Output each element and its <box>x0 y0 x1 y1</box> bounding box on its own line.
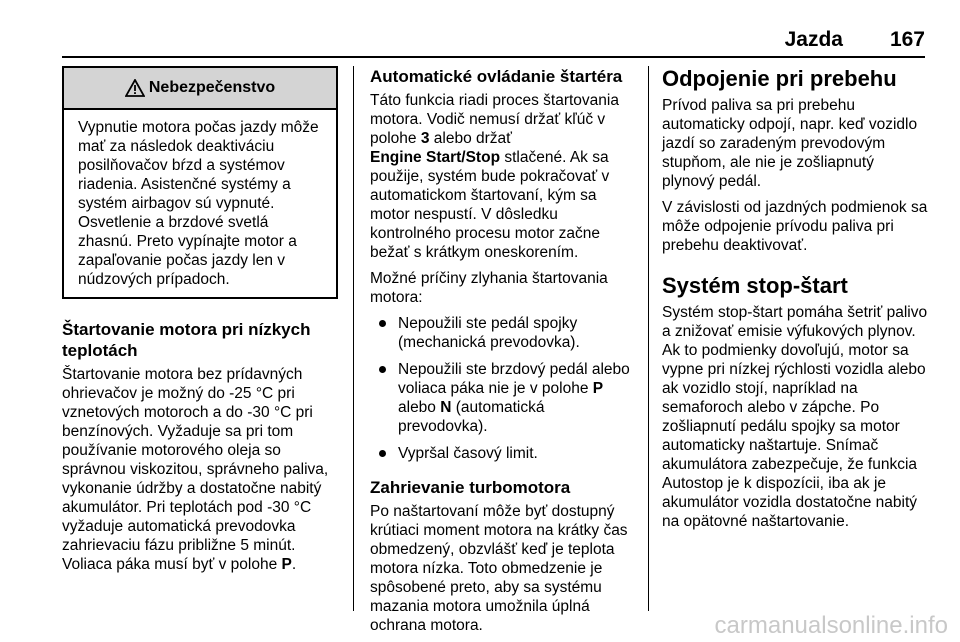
cold-start-text: Štartovanie motora bez prídavných ohrievačov je možný do -25 °C pri vznetových motoroch a do -30 °C pri benzínových. Vyžaduje sa pri tom používanie motorového oleja so správnou viskozitou, správneho paliva, vykonanie údržby a dostatočne nabitý akumulátor. Pri teplotách pod -30 °C vyžaduje automatická prevodovka zahrievaciu fázu približne 5 minút. Voliaca páka musí byť v polohe P. <box>62 366 329 573</box>
warning-title: Nebezpečenstvo <box>148 79 276 96</box>
watermark: carmanualsonline.info <box>714 612 948 639</box>
fuel-cutoff-heading: Odpojenie pri prebehu <box>662 66 897 91</box>
list-item: Vypršal časový limit. <box>370 444 636 463</box>
bullet-icon <box>379 366 386 373</box>
column-divider <box>353 66 354 611</box>
stop-start-text: Systém stop-štart pomáha šetriť palivo a znižovať emisie výfukových plynov. Ak to podmienky dovoľujú, motor sa vypne pri nízkej rýchlosti vozidla alebo ak vozidlo stojí, napríklad na semaforoch alebo v zápche. Po zošliapnutí pedálu spojky sa motor automaticky naštartuje. Snímač akumulátora zabezpečuje, že funkcia Autostop je k dispozícii, iba ak je akumulátor vozidla dostatočne nabitý na opätovné naštartovanie. <box>662 304 928 530</box>
fuel-cutoff-text-1: Prívod paliva sa pri prebehu automaticky odpojí, napr. keď vozidlo jazdí so zaradeným prevodovým stupňom, ale nie je zošliapnutý plynový pedál. <box>662 97 918 190</box>
turbo-text: Po naštartovaní môže byť dostupný krútiaci moment motora na krátky čas obmedzený, obzvlášť keď je teplota motora nízka. Toto obmedzenie je spôsobené preto, aby sa systému mazania motora umožnila úplná ochrana motora. <box>370 503 628 634</box>
column-left <box>62 66 338 581</box>
warning-body <box>64 110 336 297</box>
cold-start-heading: Štartovanie motora pri nízkych teplotách <box>62 320 311 360</box>
column-middle <box>370 66 636 642</box>
warning-box <box>62 66 338 299</box>
warning-text: Vypnutie motora počas jazdy môže mať za následok deaktiváciu posilňovačov bŕzd a systémov riadenia. Asistenčné systémy a systém airbagov sú vypnuté. Osvetlenie a brzdové svetlá zhasnú. Preto vypínajte motor a zapaľovanie počas jazdy len v núdzových prípadoch. <box>78 119 319 288</box>
warning-triangle-icon <box>125 79 145 97</box>
page-number: 167 <box>889 28 925 51</box>
stop-start-heading: Systém stop-štart <box>662 273 848 298</box>
column-divider <box>648 66 649 611</box>
warning-header <box>64 68 336 110</box>
page-header <box>62 26 925 54</box>
list-item: Nepoužili ste brzdový pedál alebo voliaca páka nie je v polohe P alebo N (automatická prevodovka). <box>370 360 636 436</box>
auto-start-paragraph: Táto funkcia riadi proces štartovania motora. Vodič nemusí držať kľúč v polohe 3 alebo držať Engine Start/Stop stlačené. Ak sa použije, systém bude pokračovať v automatickom štartovaní, kým sa motor nespustí. V dôsledku kontrolného procesu motor začne bežať s krátkym oneskorením. <box>370 92 619 261</box>
header-divider <box>62 56 925 58</box>
fuel-cutoff-text-2: V závislosti od jazdných podmienok sa môže odpojenie prívodu paliva pri prebehu deaktivovať. <box>662 199 928 254</box>
auto-start-heading: Automatické ovládanie štartéra <box>370 67 623 86</box>
column-right <box>662 66 928 538</box>
cause-list <box>370 314 636 463</box>
auto-start-causes: Možné príčiny zlyhania štartovania motora: <box>370 270 608 306</box>
list-item: Nepoužili ste pedál spojky (mechanická prevodovka). <box>370 314 636 352</box>
section-title: Jazda <box>784 28 843 51</box>
turbo-heading: Zahrievanie turbomotora <box>370 478 571 497</box>
bullet-icon <box>379 450 386 457</box>
bullet-icon <box>379 320 386 327</box>
